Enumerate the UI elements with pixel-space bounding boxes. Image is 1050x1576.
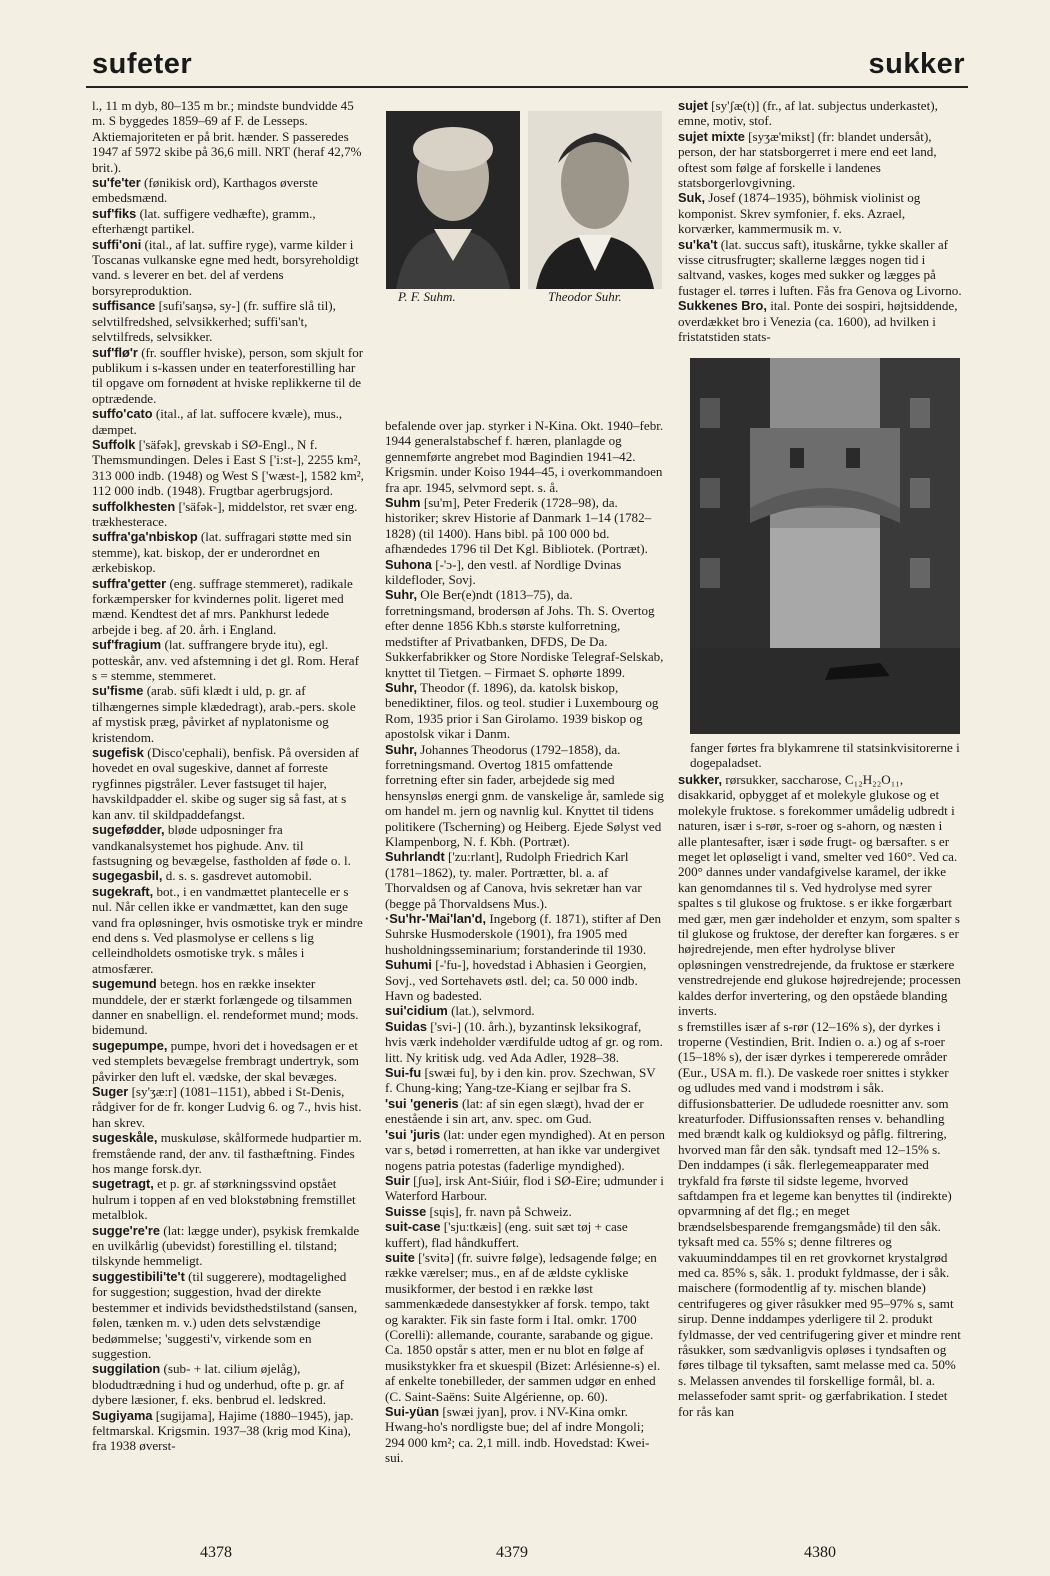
entry-text: Josef (1874–1935), böhmisk violinist og komponist. Skrev symfonier, f. eks. Azrael, korværker, kammermusik m. v.	[678, 190, 921, 237]
dictionary-entry	[92, 1038, 364, 1084]
header-rule	[86, 86, 968, 88]
dictionary-entry	[92, 745, 364, 822]
entry-text: (lat: lægge under), psykisk fremkalde en uvilkårlig (ubevidst) forestilling el. tilstand; tilskynde hemmeligt.	[92, 1222, 360, 1269]
dictionary-entry	[92, 683, 364, 745]
entry-text: (ital., af lat. suffocere kvæle), mus., dæmpet.	[92, 406, 343, 437]
dictionary-entry	[678, 237, 962, 299]
entry-headword: suffo'cato	[92, 406, 153, 422]
entry-text: (lat. succus saft), ituskårne, tykke skaller af visse citrusfrugter; skallerne lægges nogen tid i saltvand, vaskes, koges med sukker og lægges på fustager el. tørres i luften. Fås fra Genova og Livorno.	[678, 236, 962, 298]
dictionary-entry	[385, 418, 665, 495]
column-3-top	[678, 98, 962, 353]
dictionary-entry	[92, 976, 364, 1038]
entry-text: ['säfək], grevskab i SØ-Engl., N f. Themsmundingen. Deles i East S ['i:st-], 2255 km², 313 000 indb. (1948) og West S ['wæst-], 1582 km², 112 000 indb. (1948). Frugtbar agerbrugsjord.	[92, 436, 364, 499]
column-3-bottom	[678, 772, 962, 1546]
dictionary-entry	[92, 884, 364, 976]
bridge-caption: fanger førtes fra blykamrene til statsinkvisitorerne i dogepaladset.	[690, 740, 960, 771]
entry-headword: sugepumpe,	[92, 1037, 168, 1053]
entry-text: pumpe, hvori det i hovedsagen er et ved stemplets bevægelse frembragt undertryk, som påvirker den luft el. vædske, der skal bevæges.	[92, 1037, 359, 1084]
entry-headword: sugemund	[92, 976, 157, 992]
entry-text: [sy'ʃæ(t)] (fr., af lat. subjectus underkastet), emne, motiv, stof.	[678, 98, 938, 129]
entry-headword: Suhumi	[385, 957, 432, 973]
entry-text: [sugijama], Hajime (1880–1945), jap. feltmarskal. Krigsmin. 1937–38 (krig mod Kina), fra 1938 øverst-	[92, 1407, 354, 1454]
entry-text: [ʃuə], irsk Ant-Siúir, flod i SØ-Eire; udmunder i Waterford Harbour.	[385, 1172, 664, 1204]
dictionary-entry	[385, 1096, 665, 1127]
dictionary-entry	[678, 1019, 962, 1420]
entry-text: [sɥis], fr. navn på Schweiz.	[429, 1203, 572, 1219]
entry-text: betegn. hos en række insekter munddele, der er stærkt forlængede og tilsammen danner en snabellign. el. rendeformet mund; mods. bidemund.	[92, 976, 359, 1038]
dictionary-entry	[385, 957, 665, 1003]
entry-text: (til suggerere), modtagelighed for suggestion; suggestion, hvad der direkte bestemmer et individs bevidsthedstilstand (sansen, følen, tænken m. v.) uden dets selvstændige bedømmelse; 'suggesti'v, virkende som en suggestion.	[92, 1268, 358, 1361]
entry-text: (sub- + lat. cilium øjelåg), blodudtrædning i hud og underhud, ofte p. gr. af dybere læsioner, f. eks. benbrud el. ledskred.	[92, 1361, 345, 1408]
dictionary-entry	[92, 298, 364, 344]
entry-headword: suggestibili'te't	[92, 1268, 185, 1284]
dictionary-entry	[678, 190, 962, 236]
page-number-middle: 4379	[496, 1544, 528, 1561]
bridge-of-sighs-photo	[690, 358, 960, 734]
entry-headword: suffra'getter	[92, 575, 167, 591]
entry-text: [syʒæ'mikst] (fr: blandet undersåt), person, der har statsborgerret i mere end eet land, oftest som følge af forskelle i landenes statsborgerlovgivning.	[678, 128, 937, 191]
entry-text: (lat: under egen myndighed). At en person var s, betød i romerretten, at han ikke var undergivet nogens patria potestas (faderlige myndighed).	[385, 1126, 665, 1173]
portrait-photos	[386, 111, 666, 411]
header-left-word: sufeter	[92, 48, 193, 80]
entry-headword: suffisance	[92, 298, 156, 314]
dictionary-entry	[92, 1084, 364, 1130]
dictionary-entry	[92, 1269, 364, 1361]
entry-text: ['svitə] (fr. suivre følge), ledsagende følge; en række værelser; mus., en af de ældste cykliske musikformer, der bestod i en række løst sammenkædede dansestykker af forsk. tempo, takt og karakter. Fik sin faste form i Ital. omkr. 1700 (Corelli): allemande, courante, sarabande og gigue. Ca. 1850 opstår s atter, men er nu blot en følge af musikstykker fra et skuespil (Bizet: Arlésienne-s) el. af enkelte tonebilleder, der sammen udgør en enhed (C. Saint-Saëns: Suite Algérienne, op. 60).	[385, 1249, 661, 1404]
dictionary-entry	[678, 298, 962, 344]
entry-headword: Suisse	[385, 1203, 427, 1219]
entry-headword: sugeskåle,	[92, 1130, 158, 1146]
entry-text: [swæi jyan], prov. i NV-Kina omkr. Hwang-ho's nordligste bue; del af indre Mongoli; 294 000 km²; ca. 2,1 mill. indb. Hovedstad: Kwei-sui.	[385, 1404, 650, 1466]
dictionary-entry	[385, 1404, 665, 1466]
entry-text: [sy'ʒæ:r] (1081–1151), abbed i St-Denis, rådgiver for de fr. konger Ludvig 6. og 7., hvis hist. han skrev.	[92, 1084, 362, 1130]
column-1	[92, 98, 364, 1546]
entry-text: muskuløse, skålformede hudpartier m. fremstående rand, der anv. til fasthæftning. Findes hos mange forsk.dyr.	[92, 1130, 362, 1177]
entry-text: befalende over jap. styrker i N-Kina. Okt. 1940–febr. 1944 generalstabschef f. hæren, planlagde og gennemførte angrebet mod Bagindien 1941–42. Krigsmin. under Koiso 1944–45, i overkommandoen fra apr. 1945, selvmord sept. s. å.	[385, 418, 664, 495]
entry-headword: sui'cidium	[385, 1003, 448, 1019]
dictionary-entry	[92, 576, 364, 638]
portrait-suhm	[386, 111, 520, 289]
entry-text: (lat. suffragari støtte med sin stemme), kat. biskop, der er underordnet en ærkebiskop.	[92, 529, 352, 576]
dictionary-entry	[385, 911, 665, 957]
dictionary-entry	[92, 529, 364, 575]
entry-headword: Sui-fu	[385, 1065, 422, 1081]
dictionary-entry	[92, 499, 364, 530]
entry-headword: Suffolk	[92, 436, 136, 452]
column-2	[385, 418, 665, 1546]
dictionary-entry	[385, 495, 665, 557]
entry-text: rørsukker, saccharose, C₁₂H₂₂O₁₁, disakkarid, opbygget af et molekyle glukose og et molekyle fruktose. s forekommer umådelig udbredt i naturen, især i s-rør, s-roer og s-ahorn, og næsten i alle plantesafter, især i søde frugt- og bærsafter. s er meget let opløseligt i vand, smelter ved 160°. Ved ca. 200° dannes under vandafgivelse karamel, der ikke kan genomdannes til s. Ved hydrolyse med syrer spaltes s til glukose og fruktose. s er ikke forgærbart med gær, men gær indeholder et enzym, som spalter s til glukose og fruktose, der derefter kan forgæres. s er højredrejende, men efter hydrolyse bliver opløsningen venstredrejende, da fruktose er stærkere venstredrejende end glukose højredrejende; processen kaldes derfor invertering, og den opståede blanding inverts.	[678, 772, 961, 1019]
header-right-word: sukker	[868, 48, 965, 80]
dictionary-entry	[385, 1173, 665, 1204]
entry-headword: Suhr,	[385, 587, 417, 603]
entry-text: (fønikisk ord), Karthagos øverste embedsmænd.	[92, 175, 318, 206]
dictionary-entry	[92, 868, 364, 883]
entry-text: bløde udposninger fra vandkanalsystemet hos pighude. Anv. til fastsugning og bevægelse, fastholden af føde o. l.	[92, 822, 351, 868]
dictionary-entry	[92, 206, 364, 237]
entry-text: ['svi-] (10. årh.), byzantinsk leksikograf, hvis værk indeholder værdifulde udtog af gr. og rom. litt. Ny kritisk udg. ved Ada Adler, 1928–38.	[385, 1018, 663, 1065]
entry-headword: suf'fiks	[92, 205, 137, 221]
entry-text: Ingeborg (f. 1871), stifter af Den Suhrske Husmoderskole (1901), fra 1905 med husholdningsseminarium; forstanderinde til 1930.	[385, 911, 662, 957]
entry-text: (eng. suffrage stemmeret), radikale forkæmpersker for kvindernes polit. ligeret med mænd. Kendtest det af mrs. Pankhurst ledede arbejde i beg. af 20. årh. i England.	[92, 575, 353, 637]
entry-headword: sugefisk	[92, 745, 144, 761]
entry-text: ['säfək-], middelstor, ret svær eng. trækhesterace.	[92, 498, 358, 529]
entry-text: (ital., af lat. suffire ryge), varme kilder i Toscanas vulkanske egne med hedt, borsyreholdigt vand. s leverer en bet. del af verdens borsyreproduktion.	[92, 236, 359, 298]
entry-headword: Suhrlandt	[385, 849, 445, 865]
entry-headword: suffi'oni	[92, 236, 142, 252]
entry-headword: Sugiyama	[92, 1407, 153, 1423]
entry-headword: Sui-yüan	[385, 1404, 440, 1419]
entry-text: ['zu:rlant], Rudolph Friedrich Karl (1781–1862), ty. maler. Portrætter, bl. a. af Thorvaldsen og af Canova, hvis sekretær han var (begge på Thorvaldsens Mus.).	[385, 849, 642, 911]
entry-text: [sufi'saŋsə, sy-] (fr. suffire slå til), selvtilfredshed, selvsikkerhed; suffi'san't, selvtilfreds, selvsikker.	[92, 298, 336, 345]
entry-headword: ·Su'hr-'Mai'lan'd,	[385, 911, 487, 926]
dictionary-entry	[385, 1003, 665, 1018]
entry-headword: Suk,	[678, 190, 706, 206]
entry-text: (lat: af sin egen slægt), hvad der er enestående i sin art, anv. spec. om Gud.	[385, 1095, 644, 1127]
entry-headword: su'fisme	[92, 683, 144, 699]
entry-headword: sugekraft,	[92, 883, 154, 899]
caption-suhr: Theodor Suhr.	[548, 289, 622, 304]
dictionary-entry	[385, 1204, 665, 1219]
entry-headword: Suger	[92, 1084, 129, 1099]
dictionary-entry	[678, 98, 962, 129]
dictionary-entry	[92, 822, 364, 868]
entry-headword: sujet mixte	[678, 128, 745, 144]
entry-text: d. s. s. gasdrevet automobil.	[165, 868, 312, 884]
dictionary-entry	[385, 557, 665, 588]
entry-text: [swæi fu], by i den kin. prov. Szechwan, SV f. Chung-king; Yang-tze-Kiang er sejlbar fra S.	[385, 1065, 656, 1096]
entry-headword: Suir	[385, 1172, 410, 1188]
dictionary-entry	[385, 849, 665, 911]
entry-text: ['sju:tkæis] (eng. suit sæt tøj + case kuffert), flad håndkuffert.	[385, 1219, 628, 1250]
entry-headword: sukker,	[678, 772, 723, 787]
dictionary-entry	[385, 1019, 665, 1065]
entry-headword: 'sui 'juris	[385, 1126, 441, 1142]
dictionary-entry	[92, 175, 364, 206]
dictionary-entry	[385, 1250, 665, 1404]
entry-text: (lat.), selvmord.	[451, 1003, 535, 1019]
portrait-suhr	[528, 111, 662, 289]
entry-headword: su'ka't	[678, 236, 718, 252]
entry-headword: suffra'ga'nbiskop	[92, 529, 198, 545]
dictionary-entry	[678, 772, 962, 1019]
entry-headword: Suidas	[385, 1018, 427, 1034]
dictionary-entry	[92, 237, 364, 299]
dictionary-entry	[385, 1065, 665, 1096]
dictionary-entry	[92, 98, 364, 175]
caption-suhm: P. F. Suhm.	[398, 289, 456, 304]
entry-headword: suffolkhesten	[92, 498, 176, 514]
page-number-left: 4378	[200, 1544, 232, 1561]
entry-text: ital. Ponte dei sospiri, højtsiddende, overdækket bro i Venezia (ca. 1600), ad hvilken i fristatstiden stats-	[678, 298, 958, 345]
entry-headword: Suhm	[385, 495, 421, 511]
entry-headword: suf'flø'r	[92, 344, 138, 360]
dictionary-entry	[92, 1130, 364, 1176]
entry-headword: su'fe'ter	[92, 175, 141, 191]
dictionary-entry	[92, 437, 364, 499]
entry-text: Theodor (f. 1896), da. katolsk biskop, benediktiner, filos. og teol. studier i Luxembourg og Rom, 1935 prior i San Girolamo. 1939 biskop og apostolsk vikar i Danm.	[385, 679, 659, 742]
dictionary-entry	[92, 1223, 364, 1269]
dictionary-entry	[92, 345, 364, 407]
entry-headword: 'sui 'generis	[385, 1095, 459, 1111]
entry-text: [-'ɔ-], den vestl. af Nordlige Dvinas kildefloder, Sovj.	[385, 556, 622, 588]
dictionary-entry	[385, 587, 665, 679]
dictionary-entry	[385, 1219, 665, 1250]
entry-headword: Suhona	[385, 556, 432, 572]
dictionary-entry	[92, 1408, 364, 1454]
dictionary-entry	[92, 637, 364, 683]
entry-text: (arab. sūfi klædt i uld, p. gr. af tilhængernes simple klædedragt), arab.-pers. skole af mystisk præg, påvirket af nyplatonisme og kristendom.	[92, 683, 356, 745]
entry-text: l., 11 m dyb, 80–135 m br.; mindste bundvidde 45 m. S byggedes 1859–69 af F. de Lesseps. Aktiemajoriteten er på brit. hænder. S passeredes 1947 af 5972 skibe på 36,6 mill. NRT (heraf 42,7% brit.).	[92, 98, 362, 175]
entry-headword: suite	[385, 1249, 415, 1265]
entry-headword: sugegasbil,	[92, 868, 163, 884]
dictionary-entry	[92, 406, 364, 437]
entry-text: bot., i en vandmættet plantecelle er s nul. Når cellen ikke er vandmættet, kan den suge vand fra opløsninger, hvis osmotiske tryk er mindre end dens s. Ved plasmolyse er cellens s lig celleindholdets osmotiske tryk. s måles i atmosfærer.	[92, 883, 363, 976]
entry-text: Ole Ber(e)ndt (1813–75), da. forretningsmand, brodersøn af Johs. Th. S. Overtog efter denne 1856 Kbh.s største kulforretning, medstifter af Privatbanken, DFDS, De Da. Sukkerfabrikker og Store Nordiske Telegraf-Selskab, knyttet til Tietgen. – Firmaet S. ophørte 1899.	[385, 587, 664, 680]
entry-text: (lat. suffrangere bryde itu), egl. potteskår, anv. ved afstemning i det gl. Rom. Heraf s = stemme, stemmeret.	[92, 637, 359, 684]
dictionary-entry	[385, 680, 665, 742]
dictionary-entry	[385, 742, 665, 850]
entry-text: Johannes Theodorus (1792–1858), da. forretningsmand. Overtog 1815 omfattende forretning efter sin fader, arbejdede sig med hensynsløs energi gnm. de vanskelige år, samlede sig om handel m. jern og navnlig kul. Knyttet til tidens politikere (Tscherning) og Heiberg. Ejede Sølyst ved Klampenborg, N. f. Kbh. (Portræt).	[385, 741, 664, 849]
entry-text: et p. gr. af størkningssvind opstået hulrum i toppen af en ved blokstøbning fremstillet metalblok.	[92, 1176, 356, 1223]
entry-headword: Suhr,	[385, 741, 417, 757]
entry-headword: sugetragt,	[92, 1176, 154, 1192]
entry-text: (lat. suffigere vedhæfte), gramm., efterhængt partikel.	[92, 205, 316, 237]
entry-text: s fremstilles især af s-rør (12–16% s), der dyrkes i troperne (Vestindien, Brit. Indien o. a.) og af s-roer (15–18% s), der især dyrkes i tempererede områder (Eur., USA m. fl.). De vaskede roer snittes i stykker og udludes med vand i modstrøm i såk. diffusionsbatterier. De udludede roesnitter anv. som kreaturfoder. Diffusionssaften renses v. behandling med brændt kalk og kuldioksyd og påflg. filtrering, hvorved man får den såk. tyndsaft med 12–15% s. Den inddampes (i såk. flerlegemeapparater med trykfald fra første til sidste legeme, hvorved saftdampen fra et legeme kan benyttes til (indirekte) opvarmning af det flg.; en meget brændselsbesparende fremgangsmåde) til den såk. tyksaft med ca. 55% s; denne filtreres og vakuuminddampes til en ret grovkornet krystalgrød med ca. 85% s, såk. 1. produkt fyldmasse, der i såk. maischere (formodentlig af ty. mischen blande) centrifugeres og giver råsukker med 95–97% s, samt sirup. Denne inddampes yderligere til 2. produkt fyldmasse, der ved centrifugering giver et mindre rent råsukker, som sædvanligvis opløses i tyndsaften og føres tilbage til tyksaften, samt melasse med ca. 50% s. Melassen anvendes til forskellige formål, bl. a. melassefoder samt sprit- og gærfabrikation. I stedet for rås kan	[678, 1018, 961, 1419]
page-number-right: 4380	[804, 1544, 836, 1561]
entry-headword: sugefødder,	[92, 822, 165, 838]
entry-headword: suf'fragium	[92, 637, 162, 653]
entry-headword: Suhr,	[385, 679, 417, 695]
entry-text: (Disco'cephali), benfisk. På oversiden af hovedet en oval sugeskive, dannet af forreste rygfinnes pigstråler. Lever fastsuget til hajer, havskildpadder el. skibe og suger sig så fast, at s kan anv. til skildpaddefangst.	[92, 745, 359, 822]
entry-headword: sujet	[678, 98, 708, 113]
entry-text: (fr. souffler hviske), person, som skjult for publikum i s-kassen under en teaterforestilling har til opgave om fornødent at hviske replikkerne til de optrædende.	[92, 344, 364, 406]
dictionary-entry	[385, 1127, 665, 1173]
dictionary-entry	[92, 1361, 364, 1407]
entry-headword: suit-case	[385, 1219, 441, 1235]
entry-headword: Sukkenes Bro,	[678, 298, 767, 314]
entry-headword: suggilation	[92, 1361, 161, 1377]
entry-text: [su'm], Peter Frederik (1728–98), da. historiker; skrev Historie af Danmark 1–14 (1782–1828) (til 1400). Hans bibl. på 100 000 bd. afhændedes 1796 til Det Kgl. Bibliotek. (Portræt).	[385, 495, 652, 557]
entry-headword: sugge're're	[92, 1222, 160, 1238]
dictionary-entry	[92, 1176, 364, 1222]
dictionary-entry	[678, 129, 962, 191]
entry-text: [-'fu-], hovedstad i Abhasien i Georgien, Sovj., ved Sortehavets østl. del; ca. 50 000 indb. Havn og badested.	[385, 957, 647, 1004]
